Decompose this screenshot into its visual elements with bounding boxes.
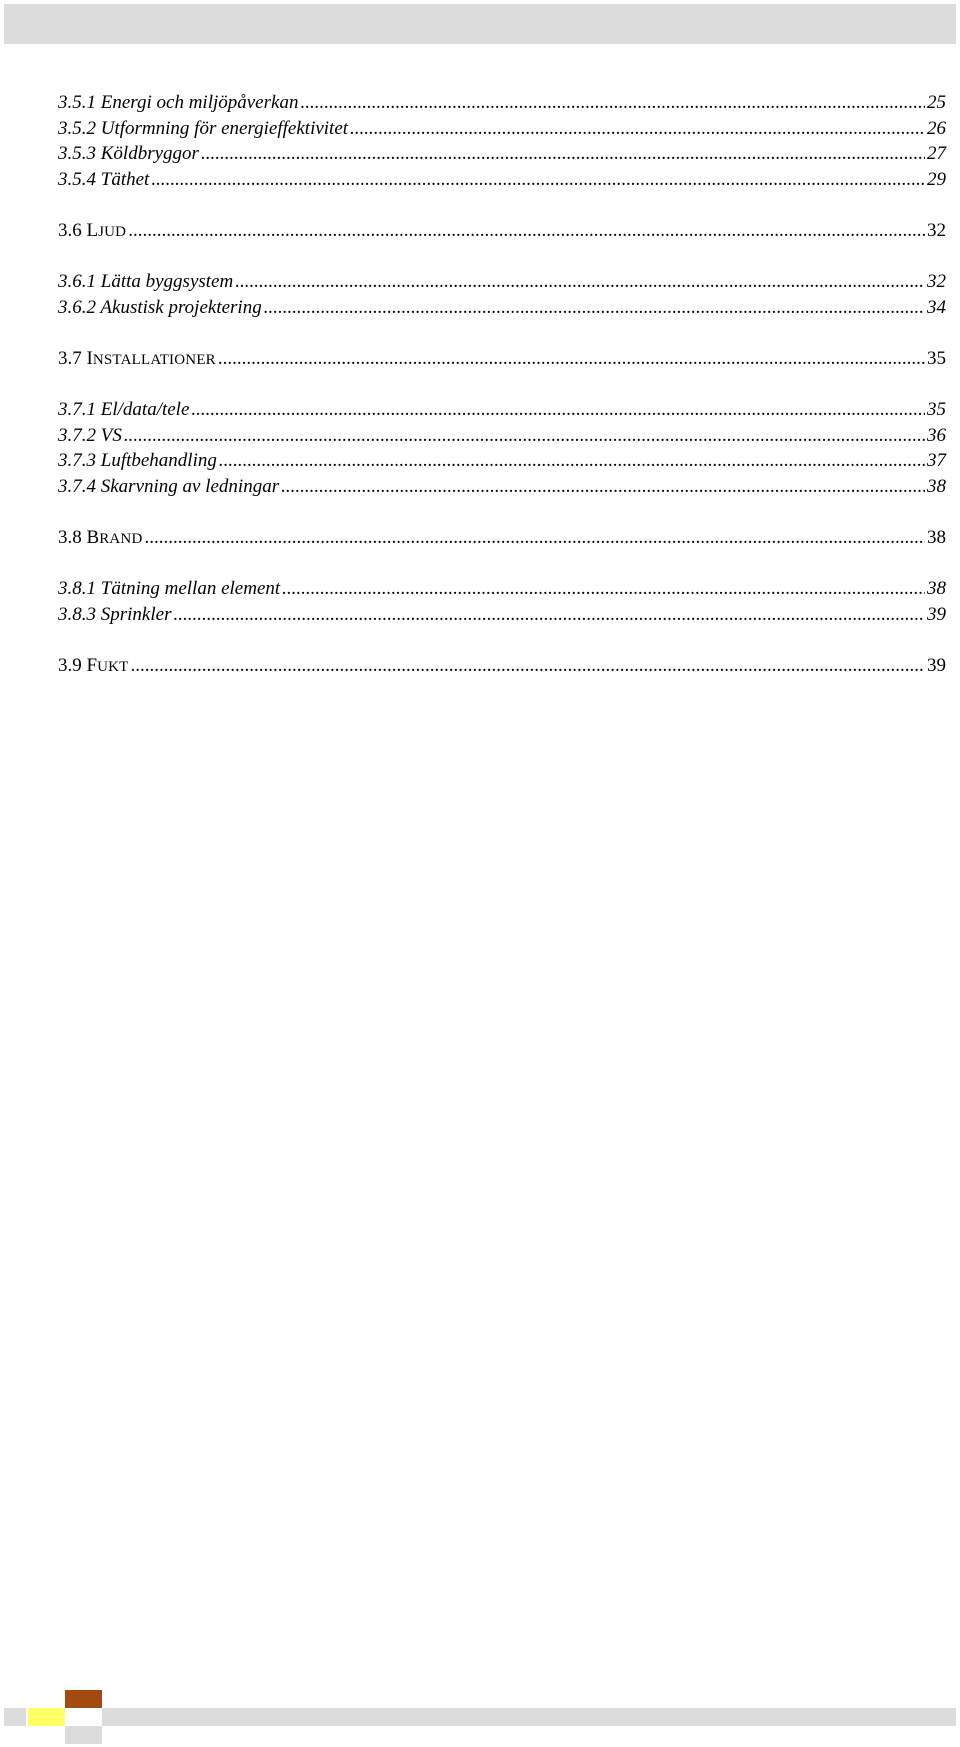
toc-title — [87, 527, 143, 548]
toc-entry-3-8[interactable] — [58, 525, 946, 551]
dot-leader — [219, 448, 925, 474]
toc-page-number: 39 — [927, 603, 946, 625]
toc-number: 3.7.2 — [58, 424, 96, 446]
dot-leader — [128, 218, 925, 244]
toc-title: Tätning mellan element — [100, 578, 281, 600]
toc-page-number: 29 — [927, 168, 946, 190]
toc-title — [87, 655, 129, 676]
toc-page-number: 32 — [927, 219, 946, 241]
toc-entry-3-7-2[interactable] — [58, 423, 946, 449]
dot-leader — [151, 167, 925, 193]
toc-entry-3-5-2[interactable] — [58, 116, 946, 142]
toc-page-number: 25 — [927, 92, 946, 113]
toc-page-number: 32 — [927, 271, 946, 293]
toc-number: 3.7 — [58, 347, 82, 369]
toc-title-initial: L — [86, 219, 99, 241]
toc-number: 3.5.2 — [58, 117, 96, 139]
toc-page-number: 26 — [927, 117, 946, 139]
dot-leader — [218, 346, 925, 372]
toc-number: 3.7.1 — [58, 399, 96, 421]
toc-page-number: 38 — [927, 527, 946, 549]
footer-yellow-block — [28, 1708, 65, 1726]
toc-page-number: 35 — [927, 347, 946, 369]
toc-number: 3.5.4 — [58, 168, 96, 190]
header-bar — [4, 4, 956, 44]
toc-page-number: 36 — [927, 424, 946, 446]
toc-title-smallcaps: JUD — [98, 223, 127, 240]
toc-number: 3.9 — [58, 655, 82, 677]
toc-entry-3-8-3[interactable] — [58, 602, 946, 628]
toc-entry-3-7-3[interactable] — [58, 448, 946, 474]
dot-leader — [201, 141, 925, 167]
toc-number: 3.8 — [58, 527, 82, 549]
toc-title-smallcaps: RAND — [99, 531, 143, 548]
toc-page-number: 38 — [927, 578, 946, 600]
toc-number: 3.6.2 — [58, 296, 96, 318]
toc-title — [87, 348, 216, 369]
dot-leader — [191, 397, 925, 423]
toc-page-number: 37 — [927, 450, 946, 472]
toc-title-smallcaps: UKT — [97, 659, 129, 676]
toc-number: 3.6.1 — [58, 271, 96, 293]
toc-title: Energi och miljöpåverkan — [100, 92, 299, 113]
dot-leader — [281, 474, 925, 500]
toc-entry-3-5-3[interactable] — [58, 141, 946, 167]
toc-title-initial: F — [86, 655, 98, 677]
toc-number: 3.7.4 — [58, 475, 96, 497]
toc-number: 3.8.1 — [58, 578, 96, 600]
toc-entry-3-7-4[interactable] — [58, 474, 946, 500]
footer-gray-bar — [102, 1708, 956, 1726]
toc-number: 3.5.1 — [58, 92, 96, 113]
toc-entry-3-6-1[interactable] — [58, 269, 946, 295]
toc-entry-3-5-4[interactable] — [58, 167, 946, 193]
toc-page-number: 39 — [927, 655, 946, 677]
dot-leader — [173, 602, 925, 628]
toc-page-number: 35 — [927, 399, 946, 421]
toc-title: Täthet — [100, 168, 150, 190]
toc-entry-3-6-2[interactable] — [58, 295, 946, 321]
toc-title: Sprinkler — [100, 603, 172, 625]
toc-title: VS — [100, 424, 122, 446]
toc-title: Akustisk projektering — [100, 296, 262, 318]
toc-title-initial: B — [86, 527, 100, 549]
toc-page-number: 27 — [927, 143, 946, 165]
toc-entry-3-5-1[interactable] — [58, 90, 946, 116]
dot-leader — [282, 576, 925, 602]
toc-number: 3.5.3 — [58, 143, 96, 165]
dot-leader — [124, 423, 925, 449]
dot-leader — [235, 269, 925, 295]
toc-title: El/data/tele — [100, 399, 190, 421]
dot-leader — [145, 525, 926, 551]
dot-leader — [300, 90, 925, 116]
dot-leader — [350, 116, 925, 142]
dot-leader — [264, 295, 925, 321]
footer-gray-block-bottom — [65, 1726, 102, 1744]
toc-title-smallcaps: NSTALLATIONER — [92, 351, 216, 368]
toc-entry-3-7-1[interactable] — [58, 397, 946, 423]
toc-entry-3-9[interactable] — [58, 653, 946, 679]
toc-title: Lätta byggsystem — [100, 271, 234, 293]
footer-orange-block — [65, 1690, 102, 1708]
toc-page-number: 38 — [927, 475, 946, 497]
toc-page-number: 34 — [927, 296, 946, 318]
toc-number: 3.7.3 — [58, 450, 96, 472]
toc-title: Köldbryggor — [100, 143, 199, 165]
toc-title — [87, 220, 127, 241]
toc-entry-3-6[interactable] — [58, 218, 946, 244]
toc-entry-3-8-1[interactable] — [58, 576, 946, 602]
table-of-contents — [58, 90, 946, 679]
toc-number: 3.8.3 — [58, 603, 96, 625]
toc-title-initial: I — [86, 347, 93, 369]
footer-decoration — [0, 1686, 960, 1747]
toc-number: 3.6 — [58, 219, 82, 241]
footer-gray-block-left — [4, 1708, 26, 1726]
toc-title: Skarvning av ledningar — [100, 475, 280, 497]
toc-title: Utformning för energieffektivitet — [100, 117, 349, 139]
toc-entry-3-7[interactable] — [58, 346, 946, 372]
dot-leader — [131, 653, 925, 679]
toc-title: Luftbehandling — [100, 450, 217, 472]
